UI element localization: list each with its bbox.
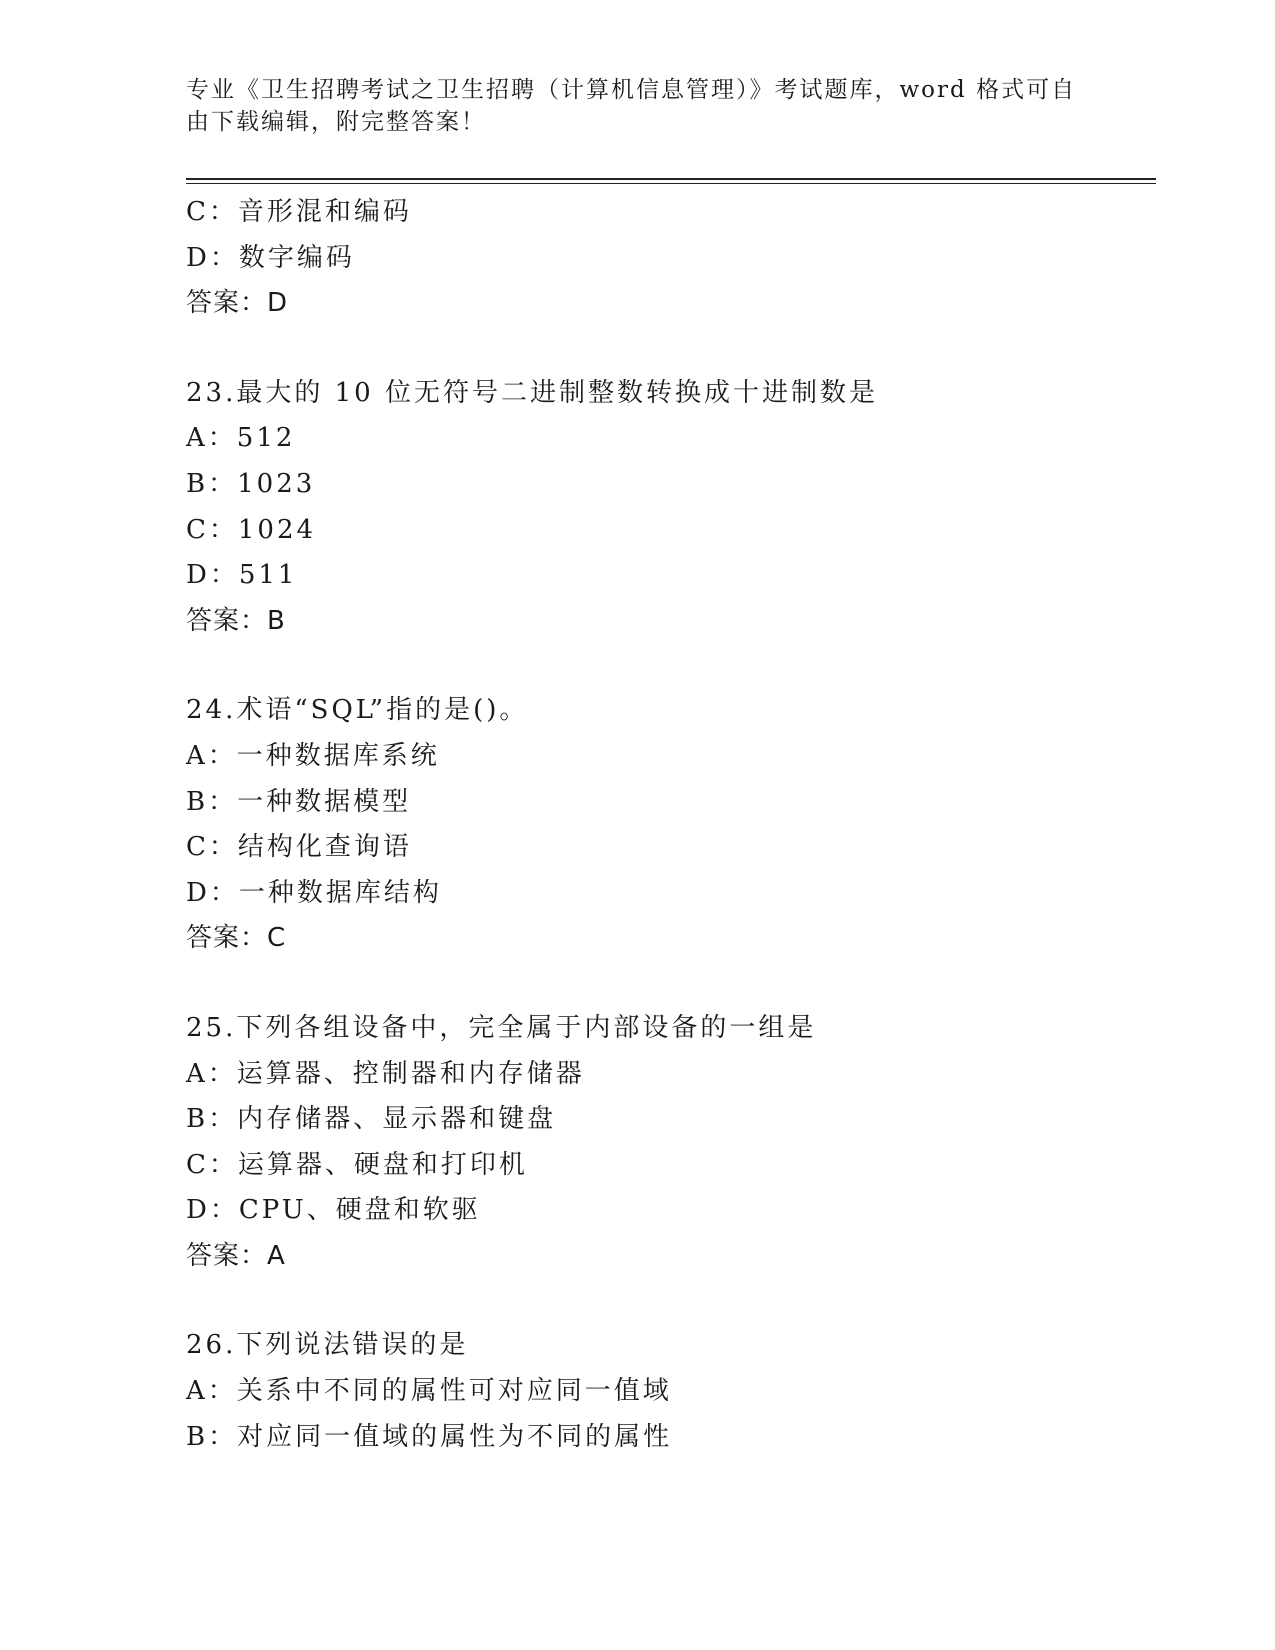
option-d: D：511 [186, 560, 298, 591]
spacer [186, 327, 1136, 371]
option-a: A：关系中不同的属性可对应同一值域 [186, 1376, 672, 1407]
option-a: A：一种数据库系统 [186, 740, 440, 771]
option-c: C：1024 [186, 514, 317, 545]
answer-line: 答案：B [186, 605, 286, 636]
option-b: B：对应同一值域的属性为不同的属性 [186, 1421, 673, 1452]
question-stem: 25.下列各组设备中，完全属于内部设备的一组是 [186, 1012, 817, 1043]
spacer [186, 1279, 1136, 1323]
spacer [186, 962, 1136, 1006]
option-b: B：内存储器、显示器和键盘 [186, 1104, 557, 1135]
header-rule-thick [186, 178, 1156, 180]
option-d: D：数字编码 [186, 242, 355, 273]
question-list [186, 190, 1136, 1460]
header-line-2: 由下载编辑，附完整答案！ [186, 109, 486, 135]
answer-line: 答案：C [186, 923, 287, 954]
document-header [186, 74, 1086, 138]
answer-line: 答案：A [186, 1240, 286, 1271]
option-a: A：512 [186, 423, 296, 454]
option-c: C：音形混和编码 [186, 197, 412, 227]
question-stem: 24.术语“SQL”指的是()。 [186, 695, 529, 726]
option-c: C：结构化查询语 [186, 832, 412, 863]
option-d: D：一种数据库结构 [186, 877, 442, 908]
option-a: A：运算器、控制器和内存储器 [186, 1058, 585, 1089]
option-b: B：一种数据模型 [186, 786, 412, 817]
header-line-1: 专业《卫生招聘考试之卫生招聘（计算机信息管理）》考试题库，word 格式可自 [186, 77, 1077, 103]
answer-line: 答案：D [186, 288, 289, 319]
question-stem: 26.下列说法错误的是 [186, 1330, 469, 1361]
question-stem: 23.最大的 10 位无符号二进制整数转换成十进制数是 [186, 377, 878, 408]
option-c: C：运算器、硬盘和打印机 [186, 1149, 528, 1180]
header-rule-thin [186, 183, 1156, 184]
option-d: D：CPU、硬盘和软驱 [186, 1195, 481, 1226]
option-b: B：1023 [186, 468, 316, 499]
spacer [186, 644, 1136, 688]
